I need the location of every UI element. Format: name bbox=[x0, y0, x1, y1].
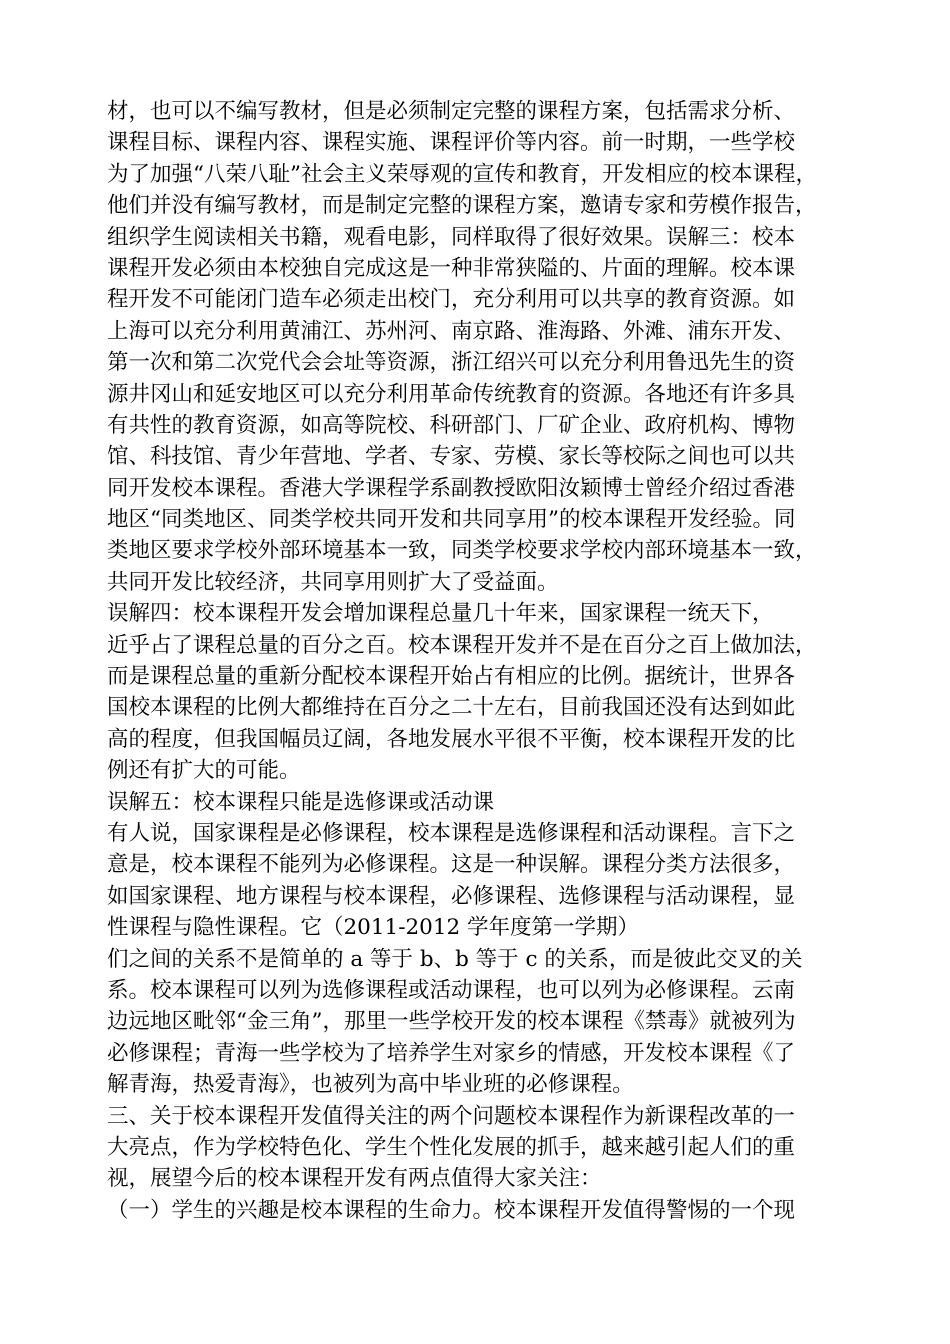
text-line: 系。校本课程可以列为选修课程或活动课程，也可以列为必修课程。云南 bbox=[107, 977, 796, 1003]
text-line: 上海可以充分利用黄浦江、苏州河、南京路、淮海路、外滩、浦东开发、 bbox=[107, 318, 796, 344]
text-line: 近乎占了课程总量的百分之百。校本课程开发并不是在百分之百上做加法， bbox=[107, 632, 817, 658]
text-line: 必修课程；青海一些学校为了培养学生对家乡的情感，开发校本课程《了 bbox=[107, 1040, 796, 1066]
text-line: 们之间的关系不是简单的 a 等于 b、b 等于 c 的关系，而是彼此交叉的关 bbox=[107, 946, 803, 972]
text-line: 馆、科技馆、青少年营地、学者、专家、劳模、家长等校际之间也可以共 bbox=[107, 444, 796, 470]
text-line: 第一次和第二次党代会会址等资源，浙江绍兴可以充分利用鲁迅先生的资 bbox=[107, 350, 796, 376]
text-line: 三、关于校本课程开发值得关注的两个问题校本课程作为新课程改革的一 bbox=[107, 1103, 796, 1129]
text-line: 而是课程总量的重新分配校本课程开始占有相应的比例。据统计，世界各 bbox=[107, 664, 796, 690]
text-line: 课程目标、课程内容、课程实施、课程评价等内容。前一时期，一些学校 bbox=[107, 130, 796, 156]
text-line: 源井冈山和延安地区可以充分利用革命传统教育的资源。各地还有许多具 bbox=[107, 381, 796, 407]
text-line: 视，展望今后的校本课程开发有两点值得大家关注： bbox=[107, 1166, 602, 1192]
text-line: 地区“同类地区、同类学校共同开发和共同享用”的校本课程开发经验。同 bbox=[107, 507, 796, 533]
body-text bbox=[107, 96, 862, 1226]
text-line: 例还有扩大的可能。 bbox=[107, 758, 301, 784]
text-line: （一）学生的兴趣是校本课程的生命力。校本课程开发值得警惕的一个现 bbox=[107, 1197, 796, 1223]
text-line: 组织学生阅读相关书籍，观看电影，同样取得了很好效果。误解三：校本 bbox=[107, 224, 796, 250]
text-line: 解青海，热爱青海》，也被列为高中毕业班的必修课程。 bbox=[107, 1072, 634, 1098]
text-line: 类地区要求学校外部环境基本一致，同类学校要求学校内部环境基本一致， bbox=[107, 538, 817, 564]
text-line: 为了加强“八荣八耻”社会主义荣辱观的宣传和教育，开发相应的校本课程， bbox=[107, 161, 817, 187]
text-line: 有人说，国家课程是必修课程，校本课程是选修课程和活动课程。言下之 bbox=[107, 820, 796, 846]
text-line: 材，也可以不编写教材，但是必须制定完整的课程方案，包括需求分析、 bbox=[107, 99, 796, 124]
text-line: 共同开发比较经济，共同享用则扩大了受益面。 bbox=[107, 569, 559, 595]
text-line: 国校本课程的比例大都维持在百分之二十左右，目前我国还没有达到如此 bbox=[107, 695, 796, 721]
text-line: 误解五：校本课程只能是选修课或活动课 bbox=[107, 789, 495, 815]
text-line: 意是，校本课程不能列为必修课程。这是一种误解。课程分类方法很多， bbox=[107, 852, 796, 878]
text-line: 性课程与隐性课程。它（2011-2012 学年度第一学期） bbox=[107, 915, 640, 941]
text-line: 程开发不可能闭门造车必须走出校门，充分利用可以共享的教育资源。如 bbox=[107, 287, 796, 313]
text-line: 如国家课程、地方课程与校本课程，必修课程、选修课程与活动课程，显 bbox=[107, 883, 796, 909]
text-line: 有共性的教育资源，如高等院校、科研部门、厂矿企业、政府机构、博物 bbox=[107, 412, 796, 438]
text-line: 高的程度，但我国幅员辽阔，各地发展水平很不平衡，校本课程开发的比 bbox=[107, 726, 796, 752]
text-line: 误解四：校本课程开发会增加课程总量几十年来，国家课程一统天下， bbox=[107, 601, 774, 627]
text-line: 他们并没有编写教材，而是制定完整的课程方案，邀请专家和劳模作报告， bbox=[107, 193, 817, 219]
text-line: 同开发校本课程。香港大学课程学系副教授欧阳汝颖博士曾经介绍过香港 bbox=[107, 475, 796, 501]
text-line: 课程开发必须由本校独自完成这是一种非常狭隘的、片面的理解。校本课 bbox=[107, 255, 796, 281]
text-line: 大亮点，作为学校特色化、学生个性化发展的抓手，越来越引起人们的重 bbox=[107, 1134, 796, 1160]
text-line: 边远地区毗邻“金三角”，那里一些学校开发的校本课程《禁毒》就被列为 bbox=[107, 1009, 796, 1035]
